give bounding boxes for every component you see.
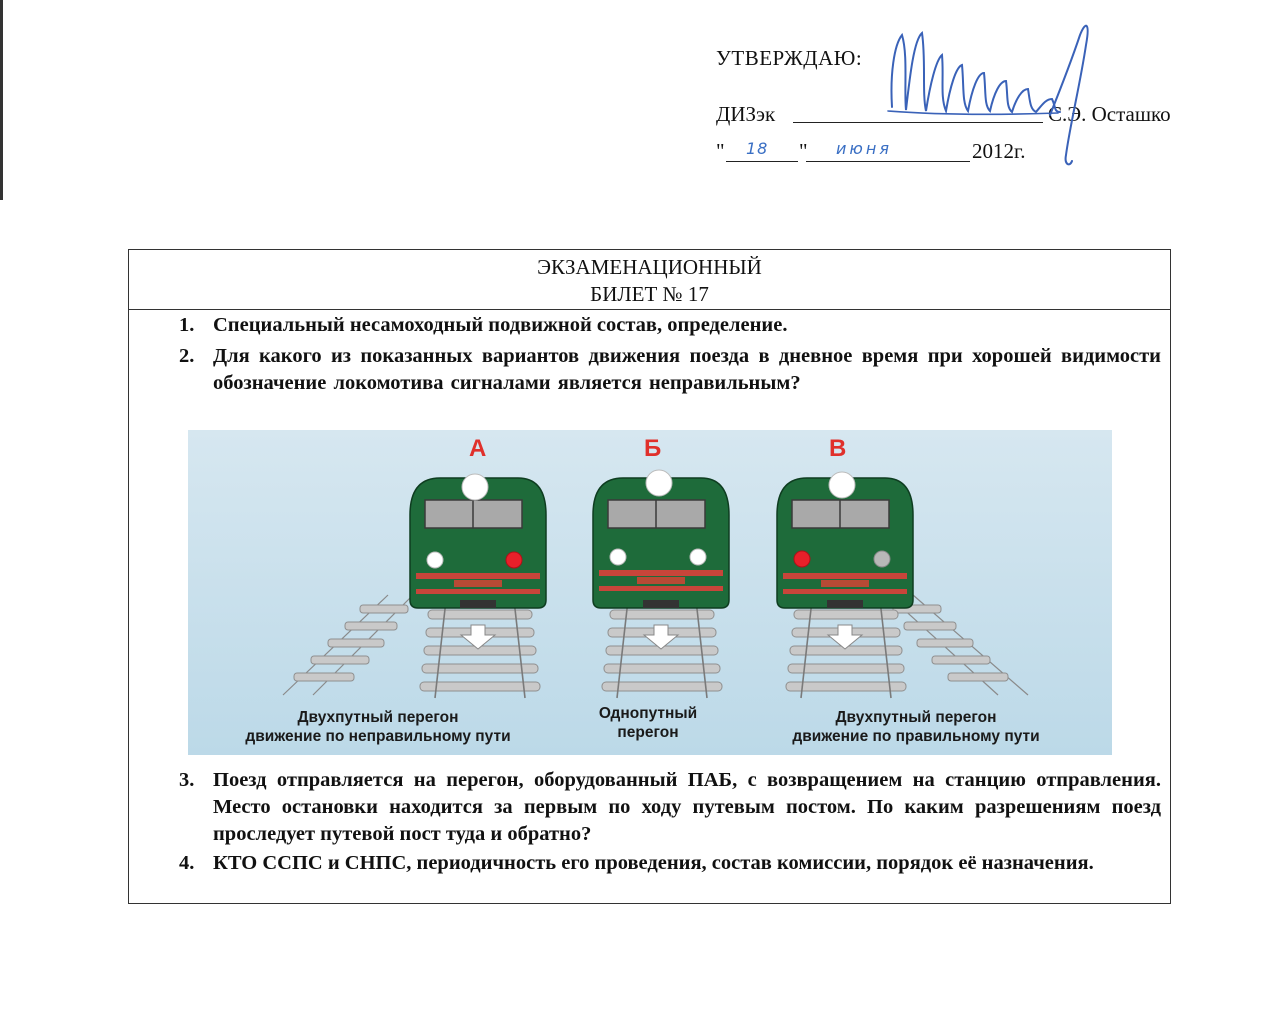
caption-a-line2: движение по неправильному пути <box>245 728 511 745</box>
approval-title: УТВЕРЖДАЮ: <box>716 46 863 70</box>
ticket-number: БИЛЕТ № 17 <box>590 282 709 306</box>
variant-b <box>593 470 729 698</box>
question-text: Поезд отправляется на перегон, оборудованный ПАБ, с возвращением на станцию отправления. Место остановки находится за первым по ходу путевым постом. По каким разрешениям поезд проследует путевой пост туда и обратно? <box>213 769 1161 845</box>
variant-label-a: А <box>469 435 487 462</box>
question-3 <box>179 767 1161 848</box>
locomotive-signals-figure <box>188 430 1112 755</box>
variant-label-b: Б <box>644 435 662 462</box>
approver-position: ДИЗэк <box>716 102 776 126</box>
exam-ticket <box>128 249 1171 904</box>
light-right-b <box>690 549 706 565</box>
approver-name: С.Э. Осташко <box>1048 102 1171 126</box>
question-number: 3. <box>179 769 195 791</box>
date-year: 2012г. <box>972 139 1026 163</box>
caption-b-line2: перегон <box>617 724 679 741</box>
question-text: КТО ССПС и СНПС, периодичность его проведения, состав комиссии, порядок её назначения. <box>213 852 1094 874</box>
question-text: Специальный несамоходный подвижной состав, определение. <box>213 314 788 336</box>
light-right-a <box>506 552 522 568</box>
caption-c <box>736 708 1096 746</box>
locomotive-a-stripe <box>416 573 540 579</box>
light-left-c <box>794 551 810 567</box>
caption-c-line1: Двухпутный перегон <box>835 709 997 726</box>
question-number: 1. <box>179 314 195 336</box>
light-right-c <box>874 551 890 567</box>
caption-a-line1: Двухпутный перегон <box>297 709 459 726</box>
date-month: июня <box>836 139 892 158</box>
light-left-a <box>427 552 443 568</box>
date-quote-close: " <box>799 139 808 163</box>
handwritten-signature <box>880 15 1130 175</box>
light-top-c <box>829 472 855 498</box>
date-day-line <box>726 161 798 162</box>
caption-a <box>198 708 558 746</box>
question-number: 4. <box>179 852 195 874</box>
question-4 <box>179 850 1161 877</box>
date-quote-open: " <box>716 139 725 163</box>
ticket-header <box>129 250 1170 310</box>
caption-c-line2: движение по правильному пути <box>792 728 1040 745</box>
light-left-b <box>610 549 626 565</box>
locomotive-b-stripe <box>599 570 723 576</box>
caption-b <box>573 704 723 742</box>
scan-edge <box>0 0 3 200</box>
date-day: 18 <box>746 139 769 158</box>
question-1 <box>179 312 1161 339</box>
caption-b-line1: Однопутный <box>598 705 698 722</box>
question-2 <box>179 343 1161 397</box>
variant-label-c: В <box>829 435 847 462</box>
question-text: Для какого из показанных вариантов движения поезда в дневное время при хорошей видимости обозначение локомотива сигналами является неправильным? <box>213 345 1161 394</box>
light-top-a <box>462 474 488 500</box>
locomotive-c-stripe <box>783 573 907 579</box>
ticket-title: ЭКЗАМЕНАЦИОННЫЙ <box>537 255 762 279</box>
question-number: 2. <box>179 345 195 367</box>
light-top-b <box>646 470 672 496</box>
